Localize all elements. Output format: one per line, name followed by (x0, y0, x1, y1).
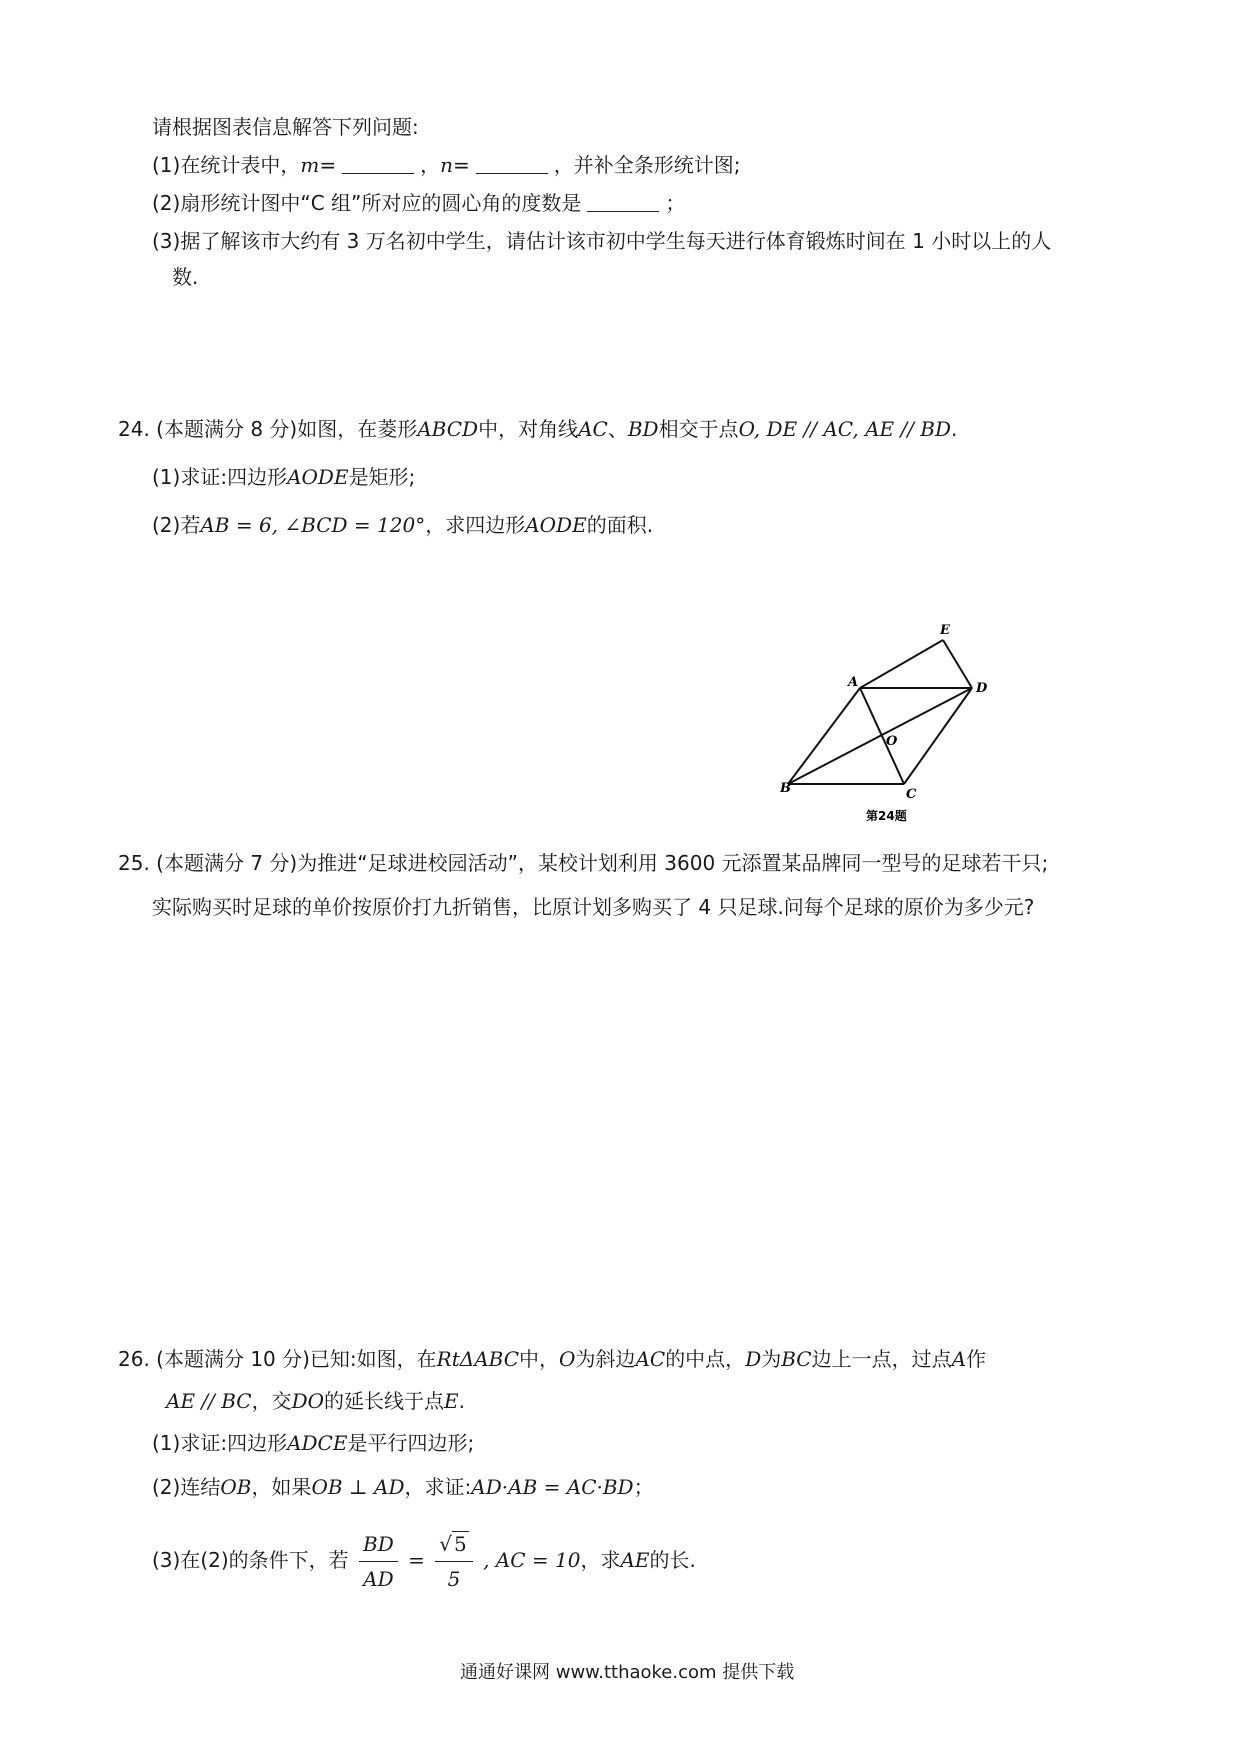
diagonal-bd (788, 688, 972, 784)
q24-part1: (1)求证:四边形AODE是矩形; (152, 465, 416, 489)
q23-intro: 请根据图表信息解答下列问题: (152, 115, 419, 139)
q26-statement-line1: 26. (本题满分 10 分)已知:如图，在RtΔABC中，O为斜边AC的中点，D为BC边上一点，过点A作 (118, 1347, 987, 1371)
rhombus-diagram (780, 620, 1000, 830)
answer-blank-m (342, 151, 414, 174)
answer-blank-angle (587, 189, 659, 212)
fraction-sqrt5-over-5: $\frac{√ 5}{5}$ (435, 1527, 472, 1596)
q24-statement: 24. (本题满分 8 分)如图，在菱形ABCD中，对角线AC、BD相交于点O, DE // AC, AE // BD. (118, 417, 958, 441)
q23-part3-line1: (3)据了解该市大约有 3 万名初中学生，请估计该市初中学生每天进行体育锻炼时间在 1 小时以上的人 (152, 229, 1052, 253)
segment-dc (904, 688, 972, 784)
point-label-c: C (906, 787, 917, 802)
q24-part2: (2)若AB = 6, ∠BCD = 120°，求四边形AODE的面积. (152, 513, 654, 537)
segment-ab (788, 688, 860, 784)
q26-statement-line2: AE // BC，交DO的延长线于点E. (166, 1389, 466, 1413)
q24-figure (780, 620, 1000, 830)
point-label-d: D (976, 681, 988, 696)
q26-part3: (3)在(2)的条件下，若 $\frac{BD}{AD}$ = $\frac{√ 5}{5}$ , AC = 10，求AE的长. (152, 1522, 696, 1598)
answer-blank-n (476, 151, 548, 174)
q25-line2: 实际购买时足球的单价按原价打九折销售，比原计划多购买了 4 只足球.问每个足球的原价为多少元? (152, 895, 1035, 919)
q23-part2: (2)扇形统计图中“C 组”所对应的圆心角的度数是 ； (152, 191, 686, 215)
q23-part3-line2: 数. (172, 265, 199, 289)
page-footer: 通通好课网 www.tthaoke.com 提供下载 (460, 1662, 795, 1683)
point-label-o: O (886, 734, 898, 749)
point-label-b: B (780, 781, 791, 796)
q26-part2: (2)连结OB，如果OB ⊥ AD，求证:AD·AB = AC·BD； (152, 1475, 654, 1499)
q23-part1: (1)在统计表中，m= ，n= ，并补全条形统计图; (152, 153, 741, 177)
point-label-e: E (940, 623, 950, 638)
q26-part1: (1)求证:四边形ADCE是平行四边形; (152, 1431, 475, 1455)
segment-ae (860, 640, 943, 688)
figure-caption: 第24题 (866, 809, 907, 823)
q25-line1: 25. (本题满分 7 分)为推进“足球进校园活动”，某校计划利用 3600 元添置某品牌同一型号的足球若干只; (118, 851, 1049, 875)
point-label-a: A (848, 675, 859, 690)
segment-de (943, 640, 972, 688)
fraction-bd-over-ad: $\frac{BD}{AD}$ (359, 1527, 398, 1596)
